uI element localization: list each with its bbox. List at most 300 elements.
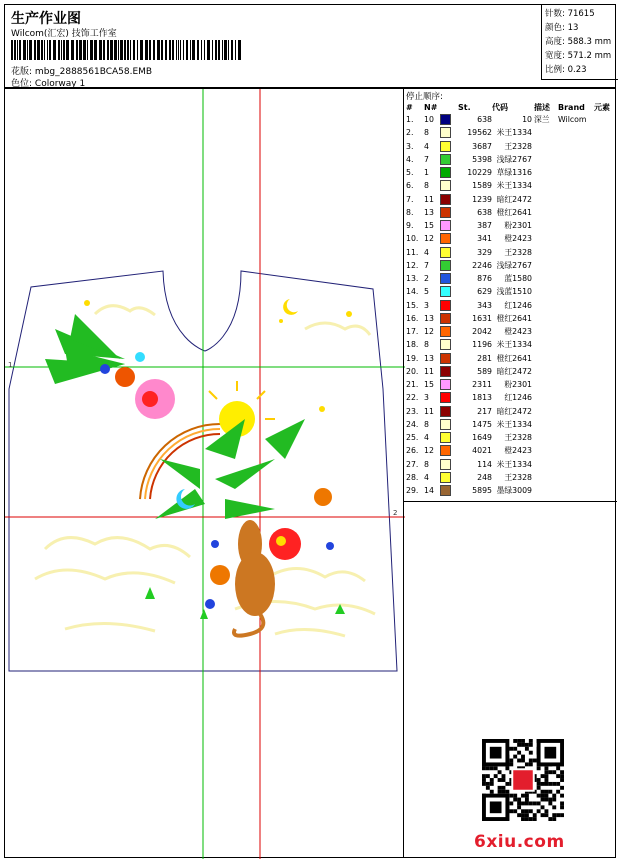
color-swatch: [440, 114, 451, 125]
stop-sequence-panel: [403, 88, 616, 858]
cell-needle: 12: [424, 234, 434, 244]
cell-code: 米王1334: [496, 419, 532, 429]
cell-stitches: 1475: [472, 419, 492, 429]
cell-brand: [558, 219, 594, 232]
table-row: [404, 418, 610, 431]
cell-code: 暗红2472: [496, 366, 532, 376]
color-swatch: [440, 485, 451, 496]
cell-desc: [532, 418, 558, 431]
cell-brand: [558, 484, 594, 497]
cell-brand: [558, 153, 594, 166]
cell-code: 红1246: [504, 300, 532, 310]
cell-stitches: 1196: [472, 340, 492, 350]
cell-brand: [558, 444, 594, 457]
cell-desc: [532, 272, 558, 285]
cell-index: 19.: [406, 353, 419, 363]
color-swatch: [440, 127, 451, 138]
color-swatch: [440, 141, 451, 152]
table-row: [404, 153, 610, 166]
cell-code: 墨绿3009: [496, 486, 532, 496]
cell-desc: [532, 484, 558, 497]
cell-stitches: 638: [477, 115, 492, 125]
cell-desc: [532, 193, 558, 206]
cell-swatch: [440, 246, 458, 259]
cell-needle: 4: [424, 247, 429, 257]
cell-brand: [558, 285, 594, 298]
table-row: [404, 179, 610, 192]
table-row: [404, 299, 610, 312]
cell-swatch: [440, 272, 458, 285]
cell-stitches: 3687: [472, 141, 492, 151]
cell-stitches: 341: [477, 234, 492, 244]
qr-code-icon: [482, 739, 564, 821]
cell-index: 11.: [406, 247, 419, 257]
cell-index: 6.: [406, 181, 414, 191]
cell-brand: [558, 458, 594, 471]
stats-box: [541, 5, 618, 80]
color-swatch: [440, 326, 451, 337]
table-row: [404, 140, 610, 153]
color-swatch: [440, 286, 451, 297]
table-row: [404, 325, 610, 338]
table-row: [404, 272, 610, 285]
cell-desc: [532, 325, 558, 338]
cell-brand: [558, 431, 594, 444]
table-row: [404, 206, 610, 219]
cell-desc: [532, 431, 558, 444]
cell-stitches: 1589: [472, 181, 492, 191]
color-swatch: [440, 472, 451, 483]
color-swatch: [440, 419, 451, 430]
cell-code: 蓝1580: [504, 274, 532, 284]
color-swatch: [440, 432, 451, 443]
cell-index: 4.: [406, 154, 414, 164]
color-swatch: [440, 154, 451, 165]
cell-brand: [558, 246, 594, 259]
cell-brand: [558, 166, 594, 179]
col-header-stitches: St.: [458, 103, 471, 112]
cell-brand: [558, 232, 594, 245]
cell-needle: 8: [424, 340, 429, 350]
cell-code: 橙红2641: [496, 353, 532, 363]
cell-stitches: 2311: [472, 380, 492, 390]
table-row: [404, 232, 610, 245]
cell-code: 浅蓝1510: [496, 287, 532, 297]
stop-sequence-table: [404, 102, 610, 497]
cell-stitches: 329: [477, 247, 492, 257]
cell-desc: [532, 285, 558, 298]
cell-brand: [558, 338, 594, 351]
palm-leaves: [45, 314, 305, 519]
cell-code: 暗红2472: [496, 406, 532, 416]
color-swatch: [440, 379, 451, 390]
cell-desc: [532, 378, 558, 391]
table-row: [404, 405, 610, 418]
cell-code: 王2328: [504, 141, 532, 151]
cell-stitches: 1631: [472, 313, 492, 323]
cell-needle: 13: [424, 313, 434, 323]
cell-index: 15.: [406, 300, 419, 310]
cell-index: 7.: [406, 194, 414, 204]
cell-brand: [558, 206, 594, 219]
cell-brand: [558, 365, 594, 378]
cell-swatch: [440, 312, 458, 325]
cell-brand: [558, 179, 594, 192]
cell-brand: [558, 140, 594, 153]
cell-stitches: 114: [477, 459, 492, 469]
color-swatch: [440, 194, 451, 205]
cell-index: 26.: [406, 446, 419, 456]
color-swatch: [440, 180, 451, 191]
cell-needle: 3: [424, 300, 429, 310]
table-row: [404, 391, 610, 404]
colorway-label: 色位:: [11, 79, 33, 89]
table-row: [404, 458, 610, 471]
table-row: [404, 259, 610, 272]
cell-desc: [532, 259, 558, 272]
cell-desc: [532, 391, 558, 404]
cell-needle: 7: [424, 154, 429, 164]
cell-index: 18.: [406, 340, 419, 350]
cell-stitches: 217: [477, 406, 492, 416]
cell-swatch: [440, 431, 458, 444]
cell-swatch: [440, 352, 458, 365]
cell-swatch: [440, 126, 458, 139]
cell-stitches: 589: [477, 366, 492, 376]
stat-height: 高度: 588.3 mm: [545, 37, 612, 47]
cell-stitches: 2042: [472, 327, 492, 337]
cell-needle: 15: [424, 380, 434, 390]
cell-index: 27.: [406, 459, 419, 469]
tiger-motif: [234, 520, 275, 636]
table-row: [404, 126, 610, 139]
cell-desc: [532, 299, 558, 312]
cell-index: 13.: [406, 274, 419, 284]
cell-swatch: [440, 325, 458, 338]
table-row: [404, 431, 610, 444]
cell-stitches: 1649: [472, 433, 492, 443]
cell-index: 20.: [406, 366, 419, 376]
table-row: [404, 471, 610, 484]
table-row: [404, 219, 610, 232]
cell-stitches: 2246: [472, 260, 492, 270]
cell-index: 22.: [406, 393, 419, 403]
table-row: [404, 444, 610, 457]
cell-desc: [532, 352, 558, 365]
table-header-row: [404, 102, 610, 113]
cell-needle: 8: [424, 459, 429, 469]
color-swatch: [440, 220, 451, 231]
stat-colors: 颜色: 13: [545, 23, 579, 33]
cell-code: 浅绿2767: [496, 260, 532, 270]
col-header-brand: Brand: [558, 103, 585, 112]
col-header-swatch: [440, 102, 458, 113]
cell-code: 草绿1316: [496, 168, 532, 178]
pattern-label: 花版:: [11, 67, 33, 77]
cell-brand: [558, 471, 594, 484]
cell-desc: [532, 219, 558, 232]
cell-swatch: [440, 153, 458, 166]
cell-index: 1.: [406, 115, 414, 125]
flower-motifs: [100, 352, 334, 609]
color-swatch: [440, 366, 451, 377]
cell-stitches: 387: [477, 221, 492, 231]
cell-index: 28.: [406, 472, 419, 482]
pattern-value: mbg_2888561BCA58.EMB: [34, 67, 153, 77]
watermark-logo: 6xiu.com: [474, 832, 565, 852]
cell-brand: [558, 272, 594, 285]
color-swatch: [440, 260, 451, 271]
cell-brand: [558, 405, 594, 418]
stat-stitches: 针数: 71615: [545, 9, 595, 19]
color-swatch: [440, 445, 451, 456]
color-swatch: [440, 459, 451, 470]
cell-brand: [558, 193, 594, 206]
cell-desc: [532, 312, 558, 325]
col-header-desc: 描述: [534, 103, 550, 112]
col-header-element: 元素: [594, 103, 610, 112]
col-header-needle: N#: [424, 103, 438, 112]
cell-index: 10.: [406, 234, 419, 244]
table-row: [404, 246, 610, 259]
cell-stitches: 248: [477, 472, 492, 482]
cell-swatch: [440, 113, 458, 126]
cell-needle: 10: [424, 115, 434, 125]
cell-stitches: 4021: [472, 446, 492, 456]
cell-stitches: 343: [477, 300, 492, 310]
cell-desc: [532, 338, 558, 351]
design-canvas: [4, 88, 404, 858]
studio-name: Wilcom(汇宏) 技饰工作室: [11, 29, 117, 39]
cell-needle: 12: [424, 446, 434, 456]
cell-desc: [532, 458, 558, 471]
cell-swatch: [440, 285, 458, 298]
cell-brand: [558, 352, 594, 365]
axis-label-2: 2: [393, 509, 398, 517]
cell-code: 米王1334: [496, 128, 532, 138]
cell-stitches: 281: [477, 353, 492, 363]
color-swatch: [440, 406, 451, 417]
table-row: [404, 193, 610, 206]
color-swatch: [440, 207, 451, 218]
table-row: [404, 352, 610, 365]
cell-stitches: 629: [477, 287, 492, 297]
col-header-code: 代码: [492, 103, 508, 112]
cell-index: 16.: [406, 313, 419, 323]
table-row: [404, 113, 610, 126]
cell-brand: [558, 259, 594, 272]
cell-desc: [532, 126, 558, 139]
cell-index: 3.: [406, 141, 414, 151]
cell-code: 橙2423: [504, 234, 532, 244]
header-panel: [4, 4, 616, 88]
cell-code: 王2328: [504, 433, 532, 443]
cell-needle: 7: [424, 260, 429, 270]
cell-stitches: 876: [477, 274, 492, 284]
rainbow-motif: [140, 424, 220, 499]
cell-brand: [558, 299, 594, 312]
cell-swatch: [440, 418, 458, 431]
cell-index: 12.: [406, 260, 419, 270]
cell-index: 9.: [406, 221, 414, 231]
cell-desc: [532, 232, 558, 245]
table-row: [404, 338, 610, 351]
color-swatch: [440, 353, 451, 364]
cell-index: 21.: [406, 380, 419, 390]
table-row: [404, 484, 610, 497]
stat-width: 宽度: 571.2 mm: [545, 51, 612, 61]
cell-needle: 3: [424, 393, 429, 403]
cell-swatch: [440, 232, 458, 245]
page-title: 生产作业图: [11, 11, 81, 27]
cell-swatch: [440, 365, 458, 378]
panel-divider: [404, 501, 617, 502]
cell-needle: 4: [424, 433, 429, 443]
cell-needle: 12: [424, 327, 434, 337]
cell-code: 橙红2641: [496, 313, 532, 323]
cell-swatch: [440, 140, 458, 153]
table-row: [404, 312, 610, 325]
cell-swatch: [440, 458, 458, 471]
cell-desc: [532, 206, 558, 219]
color-swatch: [440, 167, 451, 178]
cell-needle: 14: [424, 486, 434, 496]
cell-code: 橙2423: [504, 446, 532, 456]
cell-index: 29.: [406, 486, 419, 496]
color-swatch: [440, 273, 451, 284]
cell-swatch: [440, 405, 458, 418]
cell-needle: 11: [424, 366, 434, 376]
cell-desc: 深兰: [534, 115, 550, 125]
col-header-index: #: [406, 103, 413, 112]
cell-swatch: [440, 484, 458, 497]
table-row: [404, 378, 610, 391]
cell-desc: [532, 471, 558, 484]
cell-brand: [558, 418, 594, 431]
cell-needle: 11: [424, 194, 434, 204]
table-row: [404, 365, 610, 378]
cell-desc: [532, 365, 558, 378]
cell-brand: [558, 312, 594, 325]
cell-swatch: [440, 179, 458, 192]
cell-index: 5.: [406, 168, 414, 178]
cell-brand: [558, 126, 594, 139]
cell-stitches: 638: [477, 207, 492, 217]
cell-needle: 13: [424, 207, 434, 217]
table-row: [404, 285, 610, 298]
axis-label-1: 1: [8, 361, 13, 369]
cell-desc: [532, 153, 558, 166]
cell-swatch: [440, 391, 458, 404]
cell-swatch: [440, 166, 458, 179]
cell-code: 粉2301: [504, 380, 532, 390]
cell-stitches: 10229: [467, 168, 492, 178]
cell-stitches: 5398: [472, 154, 492, 164]
moon-motif-yellow: [283, 299, 298, 315]
embroidery-preview: [5, 89, 405, 859]
cell-stitches: 19562: [467, 128, 492, 138]
color-swatch: [440, 313, 451, 324]
stop-sequence-label: 停止顺序:: [406, 92, 443, 102]
cell-code: 米王1334: [496, 459, 532, 469]
cell-needle: 8: [424, 419, 429, 429]
cell-swatch: [440, 206, 458, 219]
cell-swatch: [440, 471, 458, 484]
cell-swatch: [440, 259, 458, 272]
cell-stitches: 1813: [472, 393, 492, 403]
cell-needle: 13: [424, 353, 434, 363]
cell-desc: [532, 444, 558, 457]
cell-swatch: [440, 299, 458, 312]
cell-code: 橙2423: [504, 327, 532, 337]
cell-code: 10: [522, 115, 532, 125]
cell-code: 暗红2472: [496, 194, 532, 204]
cell-index: 17.: [406, 327, 419, 337]
cell-needle: 15: [424, 221, 434, 231]
cell-needle: 2: [424, 274, 429, 284]
cell-swatch: [440, 444, 458, 457]
cell-stitches: 1239: [472, 194, 492, 204]
cell-code: 粉2301: [504, 221, 532, 231]
cell-code: 橙红2641: [496, 207, 532, 217]
cell-desc: [532, 166, 558, 179]
cell-needle: 4: [424, 472, 429, 482]
cell-brand: [558, 325, 594, 338]
cell-code: 王2328: [504, 247, 532, 257]
star-motifs: [84, 300, 352, 412]
cell-code: 王2328: [504, 472, 532, 482]
cell-needle: 8: [424, 181, 429, 191]
cell-index: 8.: [406, 207, 414, 217]
cell-code: 浅绿2767: [496, 154, 532, 164]
colorway-value: Colorway 1: [34, 79, 86, 89]
cell-desc: [532, 179, 558, 192]
cell-swatch: [440, 338, 458, 351]
cell-needle: 1: [424, 168, 429, 178]
cell-desc: [532, 405, 558, 418]
cell-needle: 11: [424, 406, 434, 416]
cell-index: 14.: [406, 287, 419, 297]
cell-code: 红1246: [504, 393, 532, 403]
cell-desc: [532, 140, 558, 153]
barcode-icon: [11, 40, 241, 60]
cell-index: 2.: [406, 128, 414, 138]
cell-index: 23.: [406, 406, 419, 416]
stat-scale: 比例: 0.23: [545, 65, 587, 75]
cell-desc: [532, 246, 558, 259]
cell-swatch: [440, 219, 458, 232]
cell-brand: [558, 378, 594, 391]
cell-swatch: [440, 193, 458, 206]
cell-needle: 5: [424, 287, 429, 297]
cell-code: 米王1334: [496, 340, 532, 350]
color-swatch: [440, 339, 451, 350]
color-swatch: [440, 247, 451, 258]
cell-brand: Wilcom: [558, 115, 587, 125]
color-swatch: [440, 233, 451, 244]
cell-brand: [558, 391, 594, 404]
table-row: [404, 166, 610, 179]
cell-index: 25.: [406, 433, 419, 443]
cell-code: 米王1334: [496, 181, 532, 191]
color-swatch: [440, 300, 451, 311]
cell-needle: 8: [424, 128, 429, 138]
cell-needle: 4: [424, 141, 429, 151]
cell-swatch: [440, 378, 458, 391]
cell-index: 24.: [406, 419, 419, 429]
color-swatch: [440, 392, 451, 403]
cell-stitches: 5895: [472, 486, 492, 496]
